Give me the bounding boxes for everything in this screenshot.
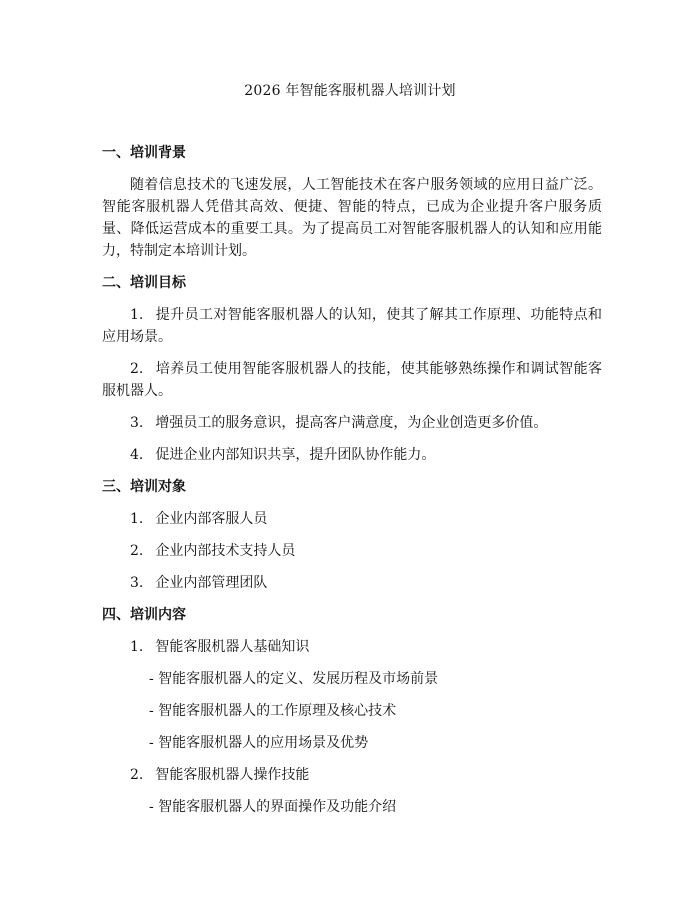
audience-text: 企业内部管理团队	[155, 575, 268, 591]
document-body	[102, 142, 602, 828]
content-number: 2.	[130, 767, 144, 783]
document-title: 2026 年智能客服机器人培训计划	[244, 83, 456, 99]
goal-number: 1.	[130, 307, 144, 323]
content-item	[102, 636, 602, 658]
content-item	[102, 764, 602, 786]
goal-item	[102, 444, 602, 466]
audience-text: 企业内部技术支持人员	[155, 543, 296, 559]
content-subitem: - 智能客服机器人的工作原理及核心技术	[149, 703, 397, 719]
goal-text: 提升员工对智能客服机器人的认知，使其了解其工作原理、功能特点和应用场景。	[102, 307, 602, 345]
content-subitem: - 智能客服机器人的定义、发展历程及市场前景	[149, 671, 439, 687]
content-text: 智能客服机器人操作技能	[155, 767, 310, 783]
goal-text: 增强员工的服务意识，提高客户满意度，为企业创造更多价值。	[155, 415, 548, 431]
goal-text: 培养员工使用智能客服机器人的技能，使其能够熟练操作和调试智能客服机器人。	[102, 361, 602, 399]
goal-item	[102, 304, 602, 348]
content-subitem: - 智能客服机器人的界面操作及功能介绍	[149, 799, 397, 815]
content-subitem: - 智能客服机器人的应用场景及优势	[149, 735, 369, 751]
goal-number: 3.	[130, 415, 144, 431]
section-heading-background: 一、培训背景	[102, 145, 186, 161]
audience-number: 3.	[130, 575, 144, 591]
goal-item	[102, 412, 602, 434]
audience-number: 1.	[130, 511, 144, 527]
section-heading-content: 四、培训内容	[102, 607, 186, 623]
audience-item	[102, 572, 602, 594]
audience-text: 企业内部客服人员	[155, 511, 268, 527]
background-paragraph: 随着信息技术的飞速发展，人工智能技术在客户服务领域的应用日益广泛。智能客服机器人凭借其高效、便捷、智能的特点，已成为企业提升客户服务质量、降低运营成本的重要工具。为了提高员工对智能客服机器人的认知和应用能力，特制定本培训计划。	[102, 177, 602, 259]
goal-item	[102, 358, 602, 402]
content-text: 智能客服机器人基础知识	[155, 639, 310, 655]
goal-text: 促进企业内部知识共享，提升团队协作能力。	[155, 447, 436, 463]
audience-number: 2.	[130, 543, 144, 559]
section-heading-audience: 三、培训对象	[102, 479, 186, 495]
goal-number: 4.	[130, 447, 144, 463]
audience-item	[102, 508, 602, 530]
section-heading-goals: 二、培训目标	[102, 275, 186, 291]
goal-number: 2.	[130, 361, 144, 377]
content-number: 1.	[130, 639, 144, 655]
audience-item	[102, 540, 602, 562]
